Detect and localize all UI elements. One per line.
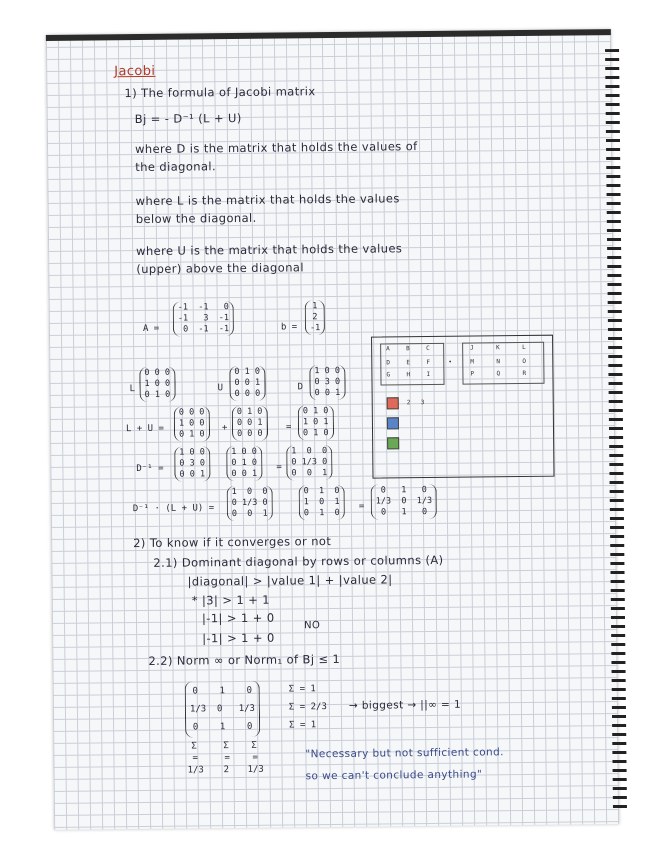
col-sum-2: 2 [223, 765, 230, 776]
matrix-row: 0 0 1 [231, 508, 268, 520]
sketch-cell: R [522, 369, 527, 378]
col-eq-1: = [192, 753, 198, 764]
sketch-cell: 2 [406, 399, 411, 407]
dominance-rule: |diagonal| > |value 1| + |value 2| [187, 572, 393, 589]
matrix-row: 0 0 1 [179, 469, 206, 480]
row-sum-3: Σ = 1 [289, 720, 317, 731]
l-plus-u-first [174, 406, 210, 441]
section-2-heading: 2) To know if it converges or not [133, 534, 332, 551]
section-2-2-heading: 2.2) Norm ∞ or Norm₁ of Bj ≤ 1 [148, 651, 341, 668]
notebook-page [46, 29, 619, 830]
product-second [299, 485, 345, 520]
matrix-a-label: A = [142, 323, 160, 334]
d-definition-line-1: where D is the matrix that holds the values of [134, 139, 418, 157]
norm-conclusion: → biggest → ||∞ = 1 [348, 698, 462, 712]
d-inverse-identity [226, 446, 262, 481]
matrix-d [309, 365, 345, 400]
matrix-l-row: 0 0 0 [144, 367, 171, 378]
matrix-row: 1 0 1 [302, 417, 329, 428]
col-sum-1: 1/3 [187, 765, 204, 776]
matrix-l-row: 1 0 0 [144, 378, 171, 389]
matrix-row: 0 0 1 [231, 468, 258, 480]
sketch-blue-square [387, 417, 399, 429]
matrix-u-row: 0 0 0 [234, 388, 261, 400]
matrix-row: 0 1 0 [302, 406, 329, 417]
matrix-row: 1 0 0 [231, 486, 268, 498]
sketch-cell: A [386, 345, 390, 353]
jacobi-formula: Bj = - D⁻¹ (L + U) [134, 110, 242, 127]
spiral-binding [605, 49, 627, 809]
matrix-row: 0 1 0 [380, 507, 428, 518]
sketch-cell: P [470, 370, 475, 378]
sketch-cell: M [470, 358, 474, 366]
dominance-row-1: |-1| > 1 + 0 [201, 610, 275, 626]
norm-matrix [185, 681, 261, 738]
vector-b-entry: 2 [312, 312, 318, 323]
product-result [371, 484, 438, 520]
matrix-l-label: L [129, 384, 136, 395]
matrix-u-row: 0 0 1 [234, 377, 261, 389]
col-eq-3: = [252, 752, 258, 763]
matrix-row: 1 0 0 [231, 446, 257, 458]
sketch-cell: 3 [420, 399, 425, 407]
dominance-row-2: * |3| > 1 + 1 [191, 592, 271, 608]
matrix-row: 0 0 1 [291, 468, 328, 479]
vector-b-label: b = [280, 322, 298, 333]
matrix-d-row: 1 0 0 [314, 365, 341, 377]
equals-sign: = [358, 501, 365, 512]
col-sigma-2: Σ [223, 741, 229, 752]
col-sigma-1: Σ [191, 741, 197, 752]
l-plus-u-second [232, 406, 268, 441]
note-line-2: so we can't conclude anything" [305, 768, 483, 783]
matrix-row: 1 0 1 [303, 496, 340, 508]
sketch-cell: L [522, 343, 526, 352]
matrix-row: 0 1 0 [231, 457, 257, 469]
matrix-a-row: -1 -1 0 [177, 302, 229, 313]
note-line-1: "Necessary but not sufficient cond. [305, 746, 504, 761]
matrix-row: 0 1 0 [192, 721, 253, 733]
section-1-heading: 1) The formula of Jacobi matrix [124, 84, 316, 101]
u-definition-line-2: (upper) above the diagonal [136, 260, 304, 277]
matrix-d-row: 0 3 0 [314, 376, 341, 388]
matrix-a-row: 0 -1 -1 [177, 324, 230, 335]
vector-b [305, 300, 326, 335]
col-sum-3: 1/3 [247, 764, 264, 775]
col-sigma-3: Σ [251, 740, 257, 751]
sketch-cell: I [426, 370, 431, 379]
u-definition-line-1: where U is the matrix that holds the values [136, 241, 403, 259]
sketch-cell: D [386, 359, 390, 367]
plus-sign: + [221, 423, 228, 434]
matrix-row: 1 0 0 [178, 418, 205, 429]
notebook-top-edge [46, 29, 611, 41]
d-definition-line-2: the diagonal. [135, 159, 217, 175]
matrix-row: 1 0 0 [179, 447, 205, 458]
matrix-row: 0 0 0 [178, 407, 205, 418]
spreadsheet-sketch [371, 335, 554, 479]
matrix-row: 0 1 0 [303, 507, 340, 519]
sketch-cell: K [496, 344, 500, 352]
d-inverse-result [286, 445, 332, 480]
d-inverse-label: D⁻¹ = [136, 463, 164, 475]
product-first [227, 486, 273, 521]
l-plus-u-result [298, 405, 334, 440]
sketch-right-grid [462, 342, 544, 385]
sketch-cell: Q [496, 370, 501, 378]
matrix-row: 0 1/3 0 [291, 457, 328, 468]
matrix-row: 0 1/3 0 [231, 497, 268, 509]
matrix-row: 1 0 0 [291, 446, 328, 457]
sketch-cell: N [496, 358, 500, 366]
matrix-u-row: 0 1 0 [234, 366, 261, 378]
vector-b-entry: 1 [312, 301, 318, 312]
page-title: Jacobi [114, 63, 156, 80]
matrix-l [139, 367, 175, 402]
vector-b-entry: -1 [309, 323, 321, 334]
dominance-result: NO [303, 620, 321, 632]
matrix-a-row: -1 3 -1 [177, 313, 230, 324]
matrix-d-row: 0 0 1 [314, 387, 341, 399]
matrix-row: 1/3 0 1/3 [375, 495, 433, 507]
sketch-cell: B [406, 345, 410, 353]
product-label: D⁻¹ · (L + U) = [132, 503, 215, 515]
matrix-u [229, 366, 265, 401]
sketch-cell: E [406, 359, 410, 367]
matrix-row: 1/3 0 1/3 [189, 703, 256, 715]
sketch-cell: H [406, 371, 411, 379]
matrix-row: 0 0 1 [236, 417, 263, 429]
sketch-cell: O [522, 357, 526, 366]
sketch-red-square [387, 397, 399, 409]
matrix-row: 0 1 0 [303, 485, 340, 497]
sketch-cell: J [470, 344, 474, 352]
dominance-row-3: |-1| > 1 + 0 [202, 630, 275, 646]
equals-sign: = [285, 422, 292, 433]
matrix-row: 0 3 0 [179, 458, 205, 469]
matrix-d-label: D [297, 382, 304, 393]
d-inverse-first [174, 446, 210, 481]
sketch-dot: • [448, 358, 452, 366]
l-definition-line-1: where L is the matrix that holds the values [135, 191, 400, 209]
section-2-1-heading: 2.1) Dominant diagonal by rows or columns (A) [153, 552, 444, 570]
matrix-row: 0 1 0 [380, 485, 427, 496]
sketch-cell: G [386, 371, 391, 379]
sketch-cell: F [426, 358, 430, 367]
l-plus-u-label: L + U = [125, 423, 164, 435]
l-definition-line-2: below the diagonal. [135, 210, 257, 227]
sketch-green-square [387, 437, 399, 449]
sketch-cell: C [426, 344, 430, 353]
matrix-row: 0 1 0 [178, 429, 205, 440]
matrix-row: 0 0 0 [236, 428, 263, 439]
matrix-row: 0 1 0 [236, 406, 263, 418]
row-sum-1: Σ = 1 [288, 684, 316, 695]
matrix-a [173, 301, 235, 337]
matrix-row: 0 1 0 [192, 685, 253, 697]
matrix-row: 0 1 0 [302, 428, 329, 439]
row-sum-2: Σ = 2/3 [288, 702, 327, 713]
col-eq-2: = [224, 753, 230, 764]
matrix-l-row: 0 1 0 [144, 389, 171, 400]
matrix-u-label: U [217, 383, 224, 394]
equals-sign: = [276, 462, 282, 473]
